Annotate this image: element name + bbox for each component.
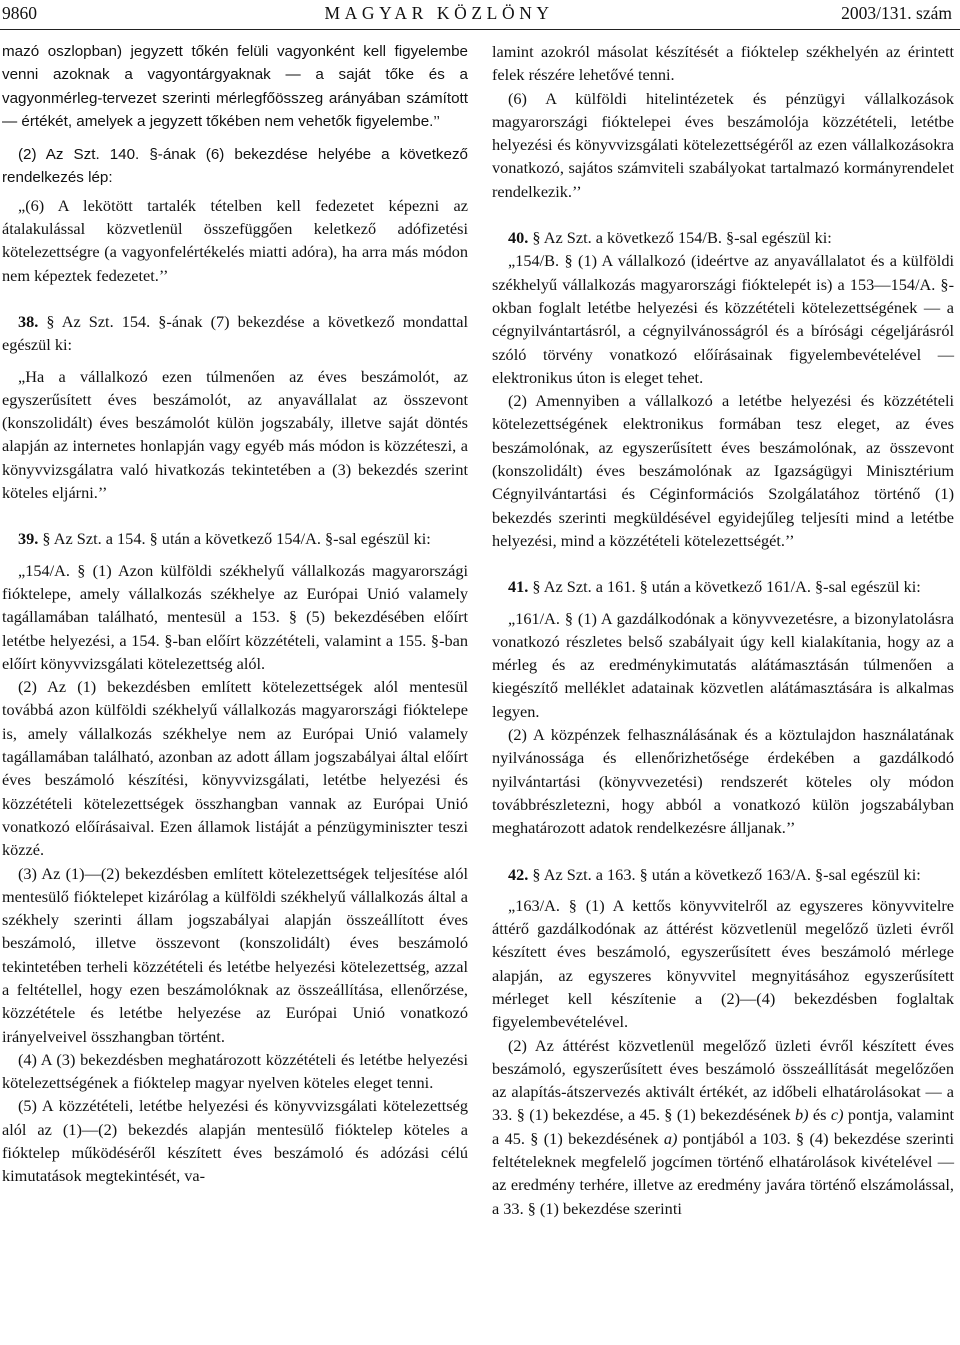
right-column [492, 40, 954, 1220]
paragraph: (6) A külföldi hitelintézetek és pénzügyi vállalkozások magyarországi fióktelepei éves beszámolója közzétételi, letétbe helyezési és könyvvizsgálati kötelezettségéről az ezen vállalkozásokra vonatkozó, sajátos számviteli szabályokat tartalmazó kormányrendelet rendelkezik.’’ [492, 88, 954, 201]
section-heading: 41. § Az Szt. a 161. § után a következő 161/A. §-sal egészül ki: [508, 577, 921, 597]
page-number: 9860 [2, 3, 37, 23]
paragraph: (2) Az (1) bekezdésben említett kötelezettségek alól mentesül továbbá azon külföldi székhelyű vállalkozás magyarországi fióktelepe is, amely vállalkozás székhelye nem az Európai Unió valamely tagállamában található, azonban az adott állam jogszabályai által előírt éves beszámoló készítési, könyvvizsgálati, letétbe helyezési és közzétételi kötelezettségek összhangban vannak az Európai Unió vonatkozó előírásaival. Ezen államok listáját a pénzügyminiszter teszi közzé. [2, 677, 468, 860]
paragraph: lamint azokról másolat készítését a fióktelep székhelyén az érintett felek részére lehetővé tenni. [492, 42, 954, 85]
paragraph: „Ha a vállalkozó ezen túlmenően az éves beszámolót, az egyszerűsített éves beszámolót, az anyavállalat az összevont (konszolidált) éves beszámolót külön jogszabály, illetve saját döntés alapján az internetes honlapján vagy egyéb más módon is közzéteszi, a könyvvizsgálatra való hivatkozás tekintetében a (3) bekezdés szerint köteles eljárni.’’ [2, 366, 468, 503]
section-number: 42. [508, 864, 529, 884]
paragraph: (4) A (3) bekezdésben meghatározott közzétételi és letétbe helyezési kötelezettségének a fióktelep magyar nyelven köteles eleget tenni. [2, 1049, 468, 1093]
paragraph: (3) Az (1)—(2) bekezdésben említett kötelezettségek teljesítése alól mentesülő fióktelepet kizárólag a külföldi székhelyű vállalkozás által a székhely szerinti állam jogszabályai alapján összeállított éves beszámoló, illetve összevont (konszolidált) éves beszámoló tekintetében terheli közzétételi és letétbe helyezési kötelezettség, azzal a feltétellel, hogy ezen beszámolóknak az összeállítása, ellenőrzése, közzététele és letétbe helyezése az Európai Unió vonatkozó irányelveivel összhangban történt. [2, 863, 468, 1046]
issue-number: 2003/131. szám [841, 3, 952, 23]
paragraph: (2) Az Szt. 140. §-ának (6) bekezdése helyébe a következő rendelkezés lép: [2, 146, 468, 187]
section-number: 41. [508, 577, 529, 597]
section-heading: 38. § Az Szt. 154. §-ának (7) bekezdése a következő mondattal egészül ki: [2, 311, 468, 355]
section-number: 39. [18, 529, 39, 549]
page-header [2, 3, 952, 25]
left-column [2, 40, 468, 1188]
paragraph: „161/A. § (1) A gazdálkodónak a könyvvezetésre, a bizonylatolásra vonatkozó részletes belső szabályait úgy kell kialakítania, hogy az a mérleg és az eredménykimutatás alátámasztásán túlmenően a kiegészítő melléklet adatainak közvetlen alátámasztására is alkalmas legyen. [492, 608, 954, 721]
journal-title: MAGYAR KÖZLÖNY [324, 3, 554, 23]
section-number: 38. [18, 311, 39, 331]
paragraph: „154/B. § (1) A vállalkozó (ideértve az anyavállalatot és a külföldi székhelyű vállalkozás magyarországi fióktelepét is) a 153—154/A. §-okban foglalt letétbe helyezési és közzétételi kötelezettségének — a cégnyilvántartásról, a cégnyilvánosságról és a bírósági cégeljárásról szóló törvény vonatkozó előírásainak figyelembevételével — elektronikus úton is eleget tehet. [492, 251, 954, 387]
section-heading: 42. § Az Szt. a 163. § után a következő 163/A. §-sal egészül ki: [508, 864, 921, 884]
header-rule [0, 29, 960, 30]
section-heading: 39. § Az Szt. a 154. § után a következő 154/A. §-sal egészül ki: [18, 529, 431, 549]
paragraph: „(6) A lekötött tartalék tételben kell fedezetet képezni az átalakulással közvetlenül összefüggően keletkező adófizetési kötelezettségre (a vagyonfelértékelés miatti adóra), ha arra más módon nem képeztek fedezetet.’’ [2, 195, 468, 285]
paragraph: mazó oszlopban) jegyzett tőkén felüli vagyonként kell figyelembe venni azoknak a vagyontárgyaknak — a saját tőke és a vagyonmérleg-tervezet szerinti mérlegfőösszeg arányában számított — értékét, amelyek a jegyzett tőkében nem vehetők figyelembe.’’ [2, 43, 468, 130]
paragraph: (2) Az áttérést közvetlenül megelőző üzleti évről készített éves beszámoló, egyszerűsített éves beszámoló összeállítását megelőzően az alapítás-átszervezés aktivált értékét, az időbeli elhatárolásokat — a 33. § (1) bekezdése, a 45. § (1) bekezdésének b) és c) pontja, valamint a 45. § (1) bekezdésének a) pontjából a 103. § (4) bekezdése szerinti feltételeknek megfelelő jogcímen történő elhatárolások kivételével — az eredmény terhére, illetve az eredmény javára történő elszámolással, a 33. § (1) bekezdése szerinti [492, 1035, 955, 1218]
section-number: 40. [508, 228, 529, 248]
paragraph: (5) A közzétételi, letétbe helyezési és könyvvizsgálati kötelezettség alól az (1)—(2) bekezdés alapján mentesülő fióktelep köteles a fióktelep működéséről készített éves beszámoló és adózási célú kimutatások megtekintését, va- [2, 1096, 468, 1186]
paragraph: (2) Amennyiben a vállalkozó a letétbe helyezési és közzétételi kötelezettségének elektronikus formában tesz eleget, az éves beszámolónak, az egyszerűsített éves beszámolónak, az összevont (konszolidált) éves beszámolónak az Igazságügyi Minisztérium Cégnyilvántartási és Céginformációs Szolgálatához történő (1) bekezdés szerinti megküldésével egyidejűleg teljesíti mind a letétbe helyezési, mind a közzétételi kötelezettségét.’’ [492, 391, 954, 550]
paragraph: „163/A. § (1) A kettős könyvvitelről az egyszeres könyvvitelre áttérő gazdálkodónak az áttérést közvetlenül megelőző üzleti évről készített éves beszámoló, egyszerűsített éves beszámoló mérlege alapján, az egyszeres könyvvitel megnyitásához egyszerűsített mérleget kell készítenie a (2)—(4) bekezdésben foglaltak figyelembevételével. [492, 895, 954, 1032]
paragraph: (2) A közpénzek felhasználásának és a köztulajdon használatának nyilvánossága és ellenőrizhetősége érdekében a gazdálkodó nyilvántartási (könyvvezetési) rendszerét köteles oly módon továbbrészletezni, hogy abból a vonatkozó külön jogszabályban meghatározott adatok rendelkezésre álljanak.’’ [492, 725, 954, 838]
section-heading: 40. § Az Szt. a következő 154/B. §-sal egészül ki: [508, 228, 832, 248]
paragraph: „154/A. § (1) Azon külföldi székhelyű vállalkozás magyarországi fióktelepe, amely vállalkozás székhelye az Európai Unió valamely tagállamában található, mentesül a 153. § (5) bekezdésében előírt letétbe helyezési, a 154. §-ban előírt közzétételi, valamint a 155. §-ban előírt könyvvizsgálati kötelezettség alól. [2, 560, 468, 673]
